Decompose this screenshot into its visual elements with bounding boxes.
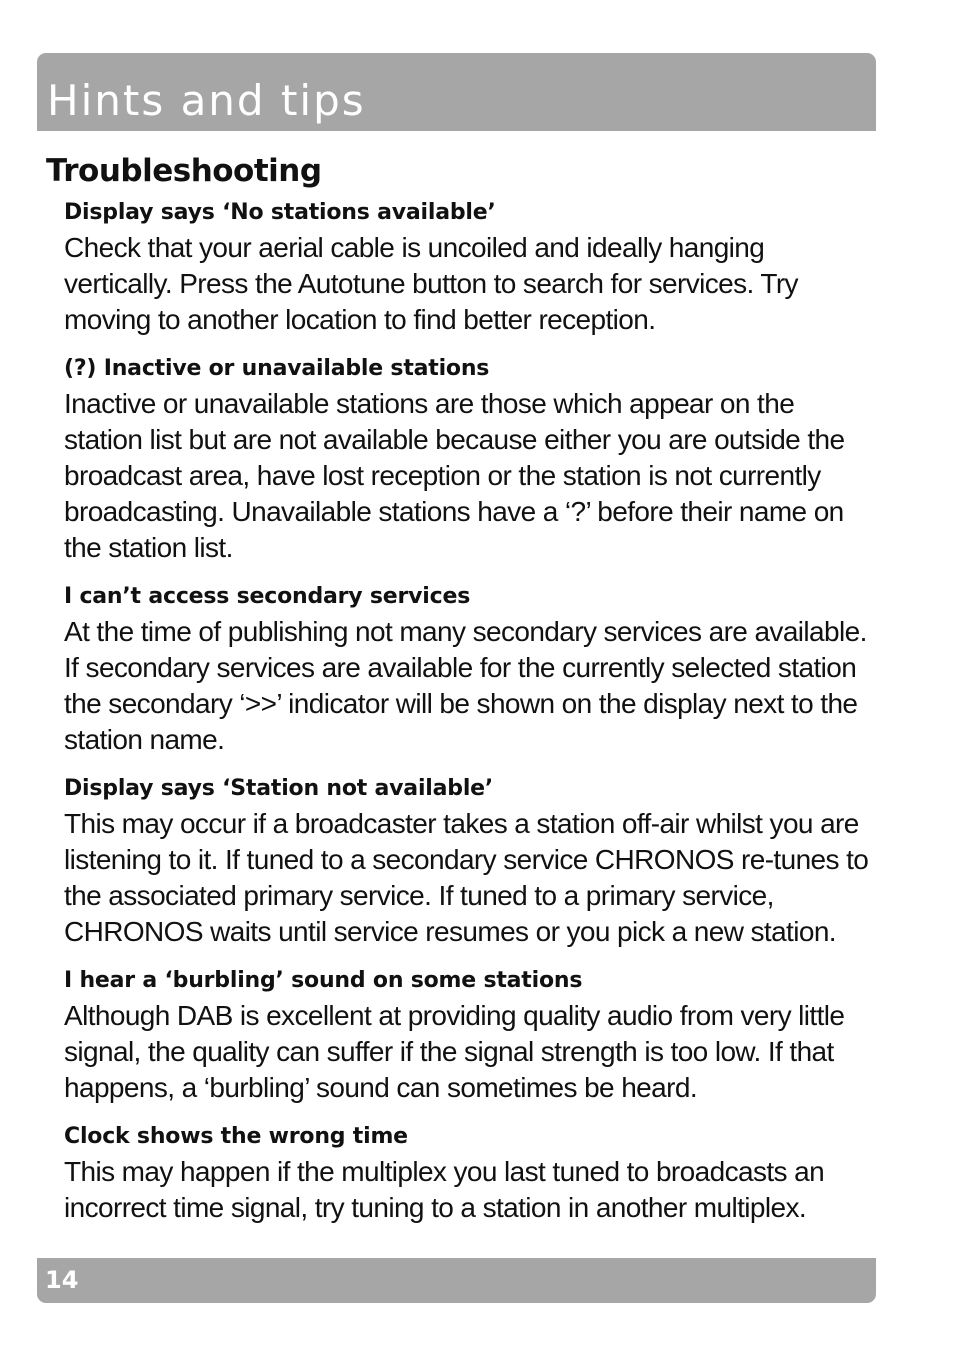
tip-heading: Display says ‘Station not available’ bbox=[64, 776, 494, 801]
tip-heading: (?) Inactive or unavailable stations bbox=[64, 356, 490, 381]
tip-secondary-services bbox=[64, 580, 876, 758]
tip-body: Although DAB is excellent at providing quality audio from very little signal, the quality can suffer if the signal strength is too low. If that happens, a ‘burbling’ sound can sometimes be heard. bbox=[64, 1000, 845, 1103]
tip-body: Inactive or unavailable stations are those which appear on the station list but are not available because either you are outside the broadcast area, have lost reception or the station is not currently broadcasting. Unavailable stations have a ‘?’ before their name on the station list. bbox=[64, 388, 845, 563]
tips-list bbox=[64, 196, 876, 1226]
tip-inactive-stations bbox=[64, 352, 876, 566]
tip-body: This may occur if a broadcaster takes a station off-air whilst you are listening to it. If tuned to a secondary service CHRONOS re-tunes to the associated primary service. If tuned to a primary service, CHRONOS waits until service resumes or you pick a new station. bbox=[64, 808, 869, 947]
header-bar bbox=[37, 53, 876, 131]
tip-heading: Display says ‘No stations available’ bbox=[64, 200, 496, 225]
page-number: 14 bbox=[45, 1266, 79, 1294]
section-title: Troubleshooting bbox=[46, 153, 322, 189]
tip-body: This may happen if the multiplex you last tuned to broadcasts an incorrect time signal, try tuning to a station in another multiplex. bbox=[64, 1156, 825, 1223]
tip-body: At the time of publishing not many secondary services are available. If secondary services are available for the currently selected station the secondary ‘>>’ indicator will be shown on the display next to the station name. bbox=[64, 616, 867, 755]
tip-no-stations bbox=[64, 196, 876, 338]
tip-body: Check that your aerial cable is uncoiled and ideally hanging vertically. Press the Autotune button to search for services. Try moving to another location to find better reception. bbox=[64, 232, 798, 335]
tip-heading: I hear a ‘burbling’ sound on some stations bbox=[64, 968, 583, 993]
footer-bar bbox=[37, 1258, 876, 1303]
tip-station-not-available bbox=[64, 772, 876, 950]
tip-burbling-sound bbox=[64, 964, 876, 1106]
tip-heading: Clock shows the wrong time bbox=[64, 1124, 408, 1149]
page-title: Hints and tips bbox=[47, 76, 366, 125]
tip-heading: I can’t access secondary services bbox=[64, 584, 471, 609]
tip-wrong-time bbox=[64, 1120, 876, 1226]
